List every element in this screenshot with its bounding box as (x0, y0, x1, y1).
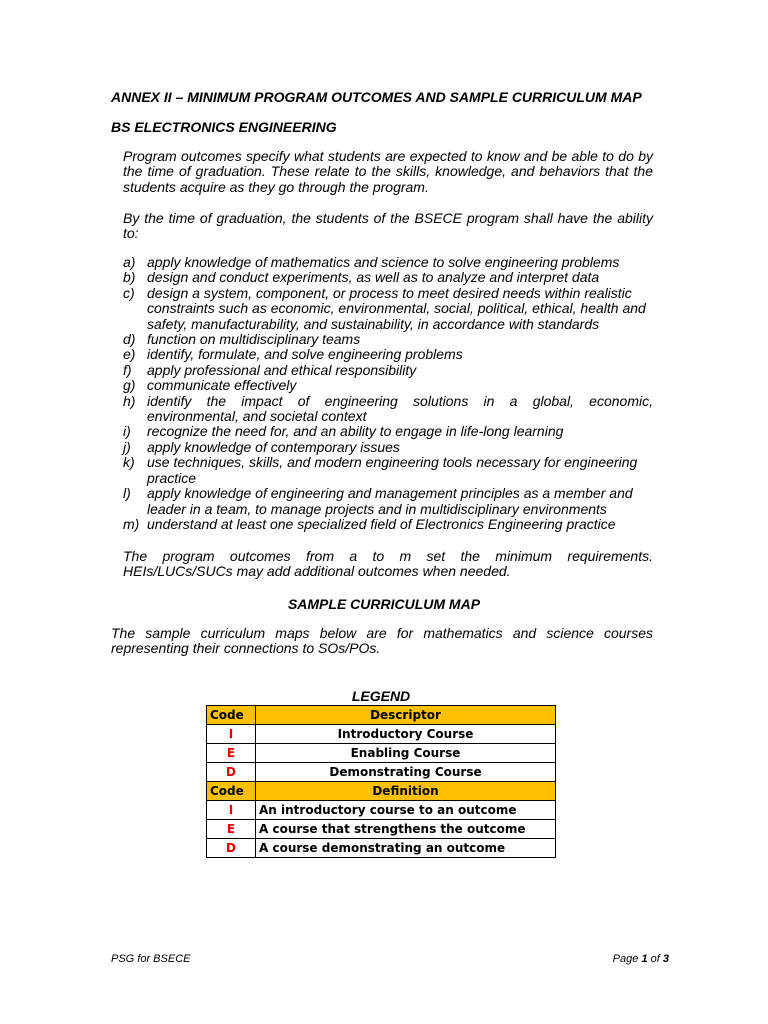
outcome-item-b (123, 270, 653, 285)
outcome-item-l (123, 486, 653, 517)
legend-definition: A course that strengthens the outcome (256, 820, 556, 839)
legend-header-code: Code (207, 706, 256, 725)
legend-title (206, 688, 556, 704)
outcome-letter: l) (123, 485, 131, 502)
minimum-requirements-line1: The program outcomes from a to m set the minimum requirements. (123, 548, 653, 564)
legend-code: E (207, 744, 256, 763)
outcome-text: communicate effectively (147, 377, 297, 394)
outcome-letter: i) (123, 423, 131, 440)
outcome-letter: d) (123, 331, 136, 348)
legend-header-row (207, 782, 556, 801)
outcome-letter: m) (123, 515, 140, 532)
footer-page-number (613, 953, 669, 965)
curriculum-paragraph (111, 626, 653, 657)
outcome-letter: f) (123, 361, 132, 378)
footer-left: PSG for BSECE (111, 953, 191, 965)
legend-header-definition: Definition (256, 782, 556, 801)
outcome-text: recognize the need for, and an ability to engage in life-long learning (147, 423, 564, 440)
legend-table (206, 705, 556, 858)
outcome-text-line2: environmental, and societal context (147, 408, 367, 425)
page-total: 3 (662, 953, 669, 965)
outcome-text-line1: identify the impact of engineering solutions in a global, economic, (147, 392, 653, 409)
outcome-item-a (123, 255, 653, 270)
outcome-letter: a) (123, 254, 136, 270)
legend-code: D (207, 763, 256, 782)
legend-descriptor: Enabling Course (256, 744, 556, 763)
outcome-letter: k) (123, 454, 135, 471)
minimum-requirements-line2: HEIs/LUCs/SUCs may add additional outcomes when needed. (123, 563, 511, 580)
curriculum-line2: representing their connections to SOs/POs. (111, 640, 381, 657)
table-row (207, 839, 556, 858)
program-title: BS ELECTRONICS ENGINEERING (111, 119, 337, 135)
legend-descriptor: Demonstrating Course (256, 763, 556, 782)
legend-definition: An introductory course to an outcome (256, 801, 556, 820)
legend-header-row (207, 706, 556, 725)
table-row (207, 725, 556, 744)
legend-code: I (207, 801, 256, 820)
outcome-text: use techniques, skills, and modern engineering tools necessary for engineering practice (147, 454, 638, 486)
legend-definition: A course demonstrating an outcome (256, 839, 556, 858)
outcome-item-e (123, 347, 653, 362)
outcome-letter: j) (123, 438, 131, 455)
outcome-text: identify, formulate, and solve engineering problems (147, 346, 463, 363)
outcome-item-g (123, 378, 653, 393)
outcome-item-m (123, 517, 653, 532)
legend-header-code: Code (207, 782, 256, 801)
ability-paragraph: By the time of graduation, the students of the BSECE program shall have the ability to: (123, 210, 653, 242)
page-current: 1 (641, 953, 648, 965)
legend-code: I (207, 725, 256, 744)
table-row (207, 820, 556, 839)
legend-code: D (207, 839, 256, 858)
legend-descriptor: Introductory Course (256, 725, 556, 744)
curriculum-map-heading-text: SAMPLE CURRICULUM MAP (287, 596, 481, 612)
outcome-item-h (123, 394, 653, 425)
outcome-item-d (123, 332, 653, 347)
outcome-item-k (123, 455, 653, 486)
outcome-text: apply knowledge of contemporary issues (147, 438, 400, 455)
table-row (207, 801, 556, 820)
outcome-text: understand at least one specialized field of Electronics Engineering practice (147, 515, 616, 532)
outcome-letter: b) (123, 269, 136, 286)
outcome-text: function on multidisciplinary teams (147, 331, 361, 348)
outcome-text: apply professional and ethical responsibility (147, 361, 417, 378)
curriculum-map-heading (0, 596, 768, 612)
outcome-letter: h) (123, 392, 136, 409)
legend-title-text: LEGEND (351, 688, 411, 704)
table-row (207, 744, 556, 763)
legend-header-descriptor: Descriptor (256, 706, 556, 725)
legend-code: E (207, 820, 256, 839)
intro-paragraph: Program outcomes specify what students are expected to know and be able to do by the time of graduation. These relate to the skills, knowledge, and behaviors that the students acquire as they go through the program. (123, 148, 653, 195)
outcome-item-f (123, 363, 653, 378)
outcome-item-c (123, 286, 653, 332)
annex-title: ANNEX II – MINIMUM PROGRAM OUTCOMES AND SAMPLE CURRICULUM MAP (111, 89, 642, 105)
outcome-text: apply knowledge of engineering and management principles as a member and leader in a team, to manage projects and in multidisciplinary environments (147, 485, 633, 517)
outcome-letter: c) (123, 284, 135, 301)
page-of: of (650, 953, 660, 965)
outcomes-list (123, 255, 653, 532)
outcome-letter: e) (123, 346, 136, 363)
table-row (207, 763, 556, 782)
outcome-text: design and conduct experiments, as well as to analyze and interpret data (147, 269, 600, 286)
page-label: Page (612, 953, 639, 965)
outcome-item-j (123, 440, 653, 455)
outcome-text: design a system, component, or process to meet desired needs within realistic constraints such as economic, environmental, social, political, ethical, health and safety, manufacturability, and sustainability, in accordance with standards (147, 284, 646, 332)
minimum-requirements-paragraph (123, 549, 653, 580)
outcome-text: apply knowledge of mathematics and science to solve engineering problems (147, 254, 620, 270)
outcome-letter: g) (123, 377, 136, 394)
curriculum-line1: The sample curriculum maps below are for mathematics and science courses (111, 625, 653, 641)
outcome-item-i (123, 424, 653, 439)
